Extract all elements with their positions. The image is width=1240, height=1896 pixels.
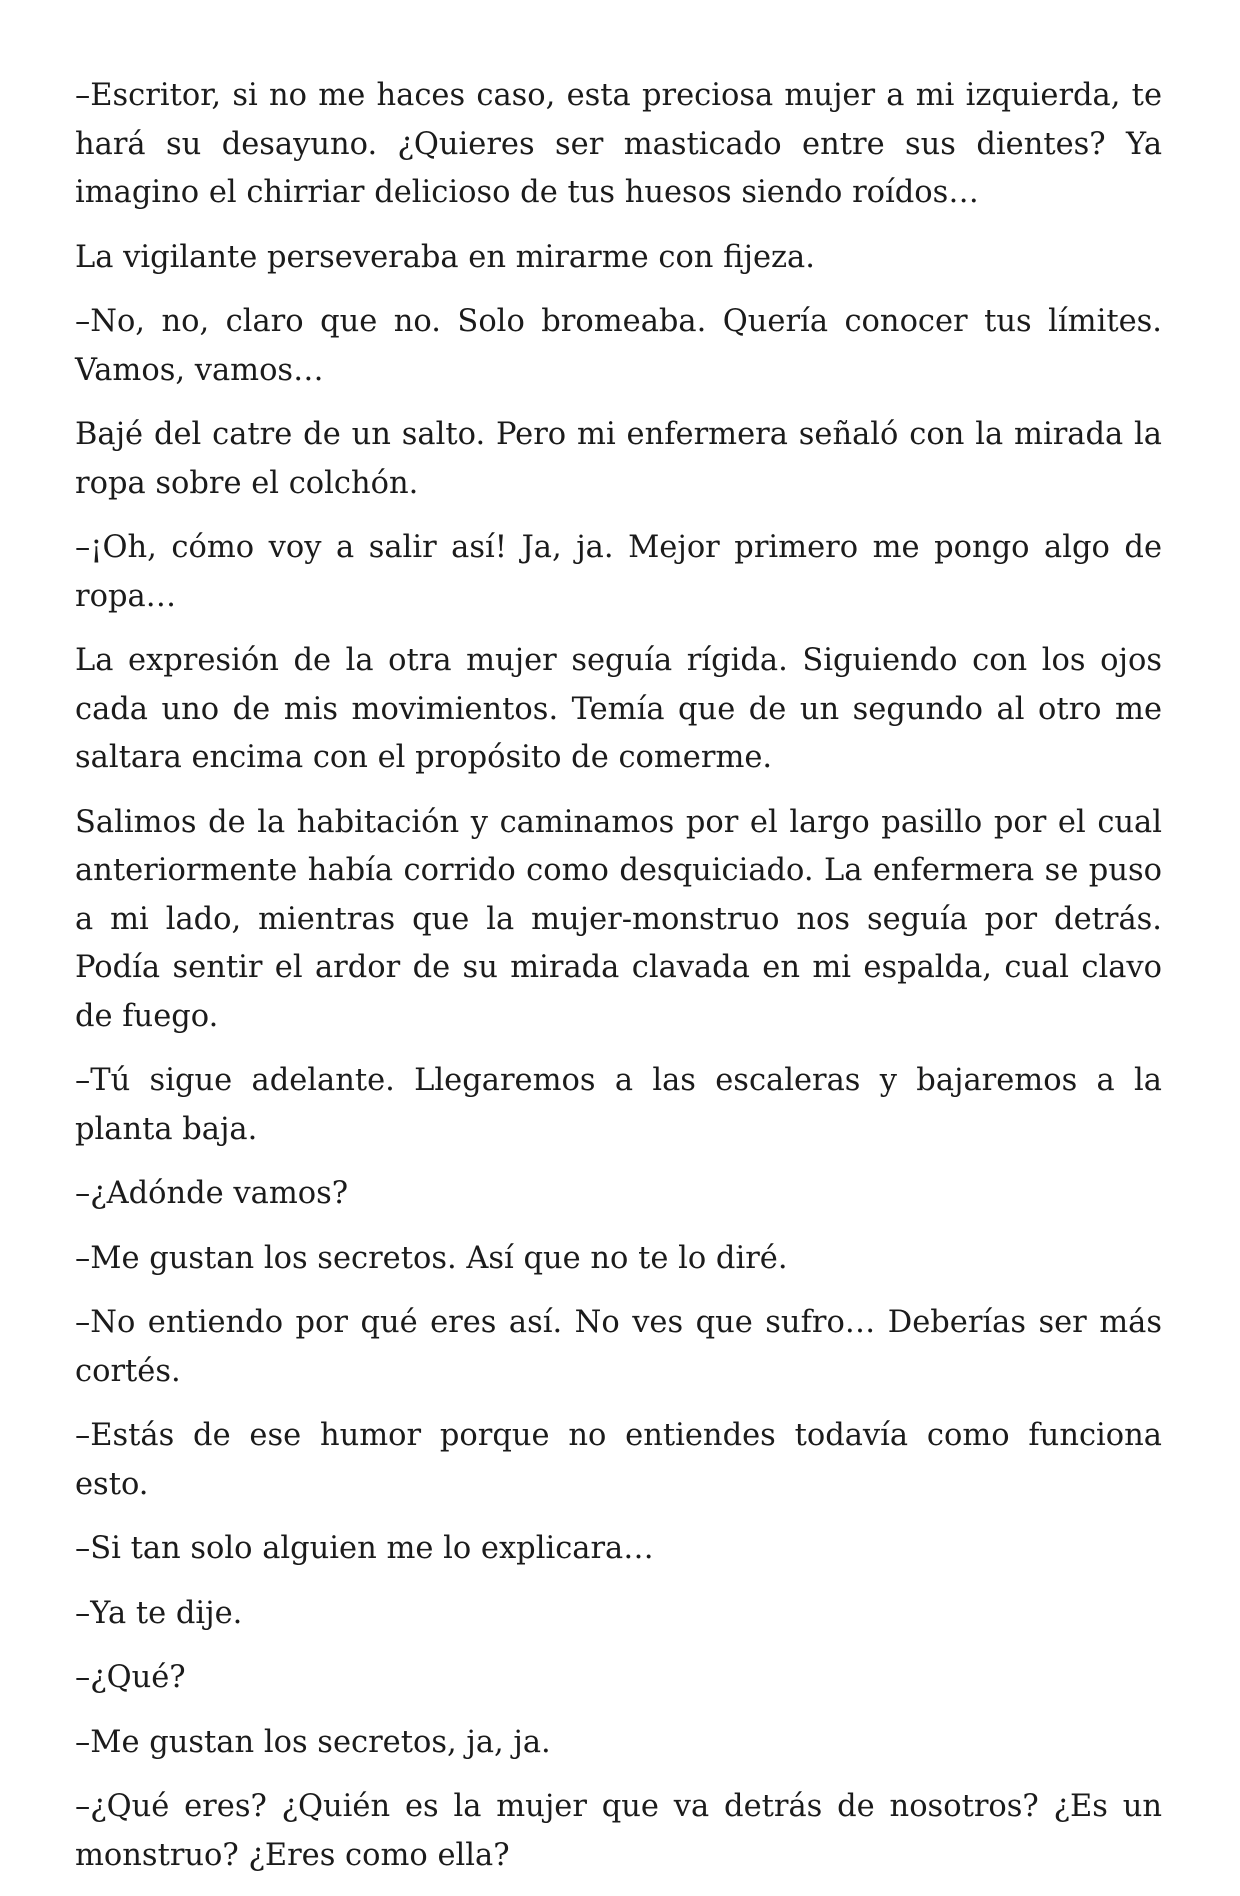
paragraph-9: –¿Adónde vamos? xyxy=(75,1176,349,1211)
paragraph-11: –No entiendo por qué eres así. No ves que sufro… Deberías ser más cortés. xyxy=(75,1305,1162,1389)
paragraph-1: –Escritor, si no me haces caso, esta preciosa mujer a mi izquierda, te hará su desayuno. ¿Quieres ser masticado entre sus dientes? Ya imagino el chirriar delicioso de tus huesos siendo roídos… xyxy=(75,78,1162,210)
page-text xyxy=(75,72,1162,1896)
paragraph-15: –¿Qué? xyxy=(75,1660,186,1695)
paragraph-8: –Tú sigue adelante. Llegaremos a las escaleras y bajaremos a la planta baja. xyxy=(75,1063,1162,1147)
paragraph-14: –Ya te dije. xyxy=(75,1595,243,1631)
paragraph-13: –Si tan solo alguien me lo explicara… xyxy=(75,1531,654,1566)
paragraph-2: La vigilante perseveraba en mirarme con fijeza. xyxy=(75,239,815,275)
paragraph-10: –Me gustan los secretos. Así que no te lo diré. xyxy=(75,1240,788,1276)
paragraph-12: –Estás de ese humor porque no entiendes todavía como funciona esto. xyxy=(75,1418,1162,1502)
paragraph-17: –¿Qué eres? ¿Quién es la mujer que va detrás de nosotros? ¿Es un monstruo? ¿Eres como ella? xyxy=(75,1789,1162,1873)
paragraph-6: La expresión de la otra mujer seguía rígida. Siguiendo con los ojos cada uno de mis movimientos. Temía que de un segundo al otro me saltara encima con el propósito de comerme. xyxy=(75,643,1162,775)
paragraph-4: Bajé del catre de un salto. Pero mi enfermera señaló con la mirada la ropa sobre el colchón. xyxy=(75,417,1162,501)
paragraph-16: –Me gustan los secretos, ja, ja. xyxy=(75,1724,551,1760)
paragraph-5: –¡Oh, cómo voy a salir así! Ja, ja. Mejor primero me pongo algo de ropa… xyxy=(75,530,1162,614)
paragraph-7: Salimos de la habitación y caminamos por el largo pasillo por el cual anteriormente había corrido como desquiciado. La enfermera se puso a mi lado, mientras que la mujer-monstruo nos seguía por detrás. Podía sentir el ardor de su mirada clavada en mi espalda, cual clavo de fuego. xyxy=(75,804,1162,1034)
paragraph-3: –No, no, claro que no. Solo bromeaba. Quería conocer tus límites. Vamos, vamos… xyxy=(75,304,1162,388)
